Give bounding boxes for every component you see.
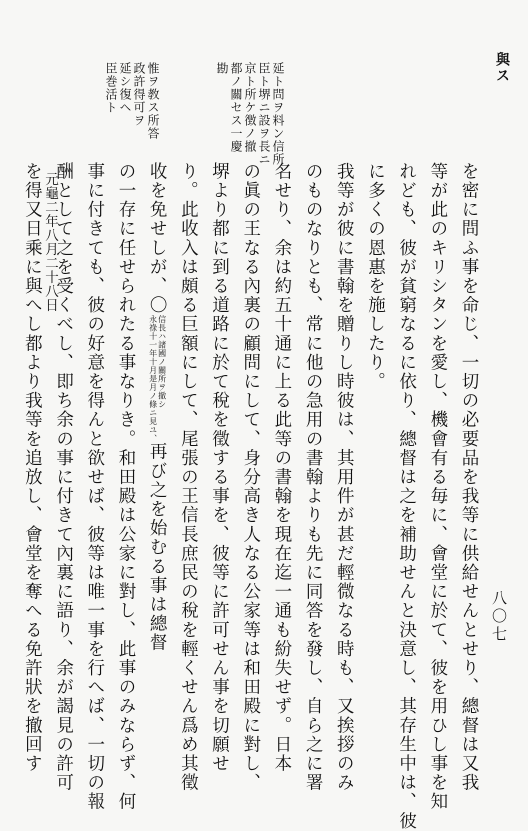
note-column: 延ト問ヲ料ン信所 bbox=[271, 62, 285, 166]
line-segment: 再び之を始むる事は總督 bbox=[147, 442, 168, 653]
body-line: り。此收入は頗る巨額にして、尾張の王信長庶民の稅を輕くせん爲め其徵 bbox=[178, 162, 199, 793]
body-line: を密に問ふ事を命じ、一切の必要品を我等に供給せんとせり、總督は又我 bbox=[459, 162, 479, 793]
page-number: 八〇七 bbox=[490, 590, 508, 644]
body-line: 名せり、余は約五十通に上る此等の書翰を現在迄一通も紛失せず。日本 bbox=[271, 162, 292, 774]
note-column: 臣巻活ト bbox=[104, 62, 118, 114]
note-column: 勘 bbox=[215, 62, 229, 75]
note-column: 臣ト堺ニ設ヲ長ニ bbox=[257, 62, 271, 166]
body-text bbox=[23, 162, 478, 831]
inline-note-col: 永祿十一年十月是月ノ條ニ見ユ、 bbox=[148, 314, 158, 443]
body-line: 事に付きても、彼の好意を得んと欲せば、彼等は唯一事を行へば、一切の報 bbox=[84, 162, 105, 812]
body-line: 堺より都に到る道路に於て稅を徵する事を、彼等に許可せん事を切願せ bbox=[209, 162, 230, 774]
body-line: を得又日乘に與へし都より我等を追放し、會堂を奪へる免許狀を撤回す bbox=[22, 162, 43, 774]
notes-left bbox=[104, 62, 159, 140]
date-line: 元龜二年八月二十八日 bbox=[42, 172, 58, 312]
line-segment: 收を免せしが、〇 bbox=[147, 162, 168, 315]
note-column: 惟ヲ教ス所答 bbox=[146, 62, 160, 140]
note-column: 都ノ關セス一慶 bbox=[229, 62, 243, 153]
body-line: 等が此のキリシタンを愛し、機會有る毎に、會堂に於て、彼を用ひし事を知 bbox=[427, 162, 448, 812]
body-line: の眞の王なる內裏の顧問にして、身分高き人なる公家等は和田殿に對し、 bbox=[240, 162, 261, 793]
body-line: れども、彼が貧窮なるに依り、總督は之を補助せんと決意し、其存生中は、彼 bbox=[396, 162, 417, 831]
body-line: 我等が彼に書翰を贈りし時彼は、其用件が甚だ輕微なる時も、又挨拶のみ bbox=[334, 162, 355, 793]
inline-note bbox=[149, 315, 166, 443]
note-column: 京ト所ケ徴ノ撤 bbox=[243, 62, 257, 153]
inline-note-col: 信長ハ諸國ノ關所ヲ撤シ bbox=[157, 314, 167, 409]
note-column: 延シ復ヘ bbox=[118, 62, 132, 114]
body-line: の一存に任せられたる事なりき。和田殿は公家に對し、此事のみならず、何 bbox=[115, 162, 136, 812]
running-head: 與ス bbox=[494, 52, 510, 84]
body-line: のものなりとも、常に他の急用の書翰よりも先に同答を發し、自ら之に署 bbox=[303, 162, 324, 793]
body-line: に多くの恩惠を施したり。 bbox=[365, 162, 386, 392]
note-column: 政許得可ヲ bbox=[132, 62, 146, 127]
body-line: 酬として之を受くべし、即ち余の事に付きて內裏に語り、余が謁見の許可 bbox=[53, 162, 74, 793]
body-line-with-note bbox=[148, 162, 166, 831]
notes-right bbox=[215, 62, 284, 166]
